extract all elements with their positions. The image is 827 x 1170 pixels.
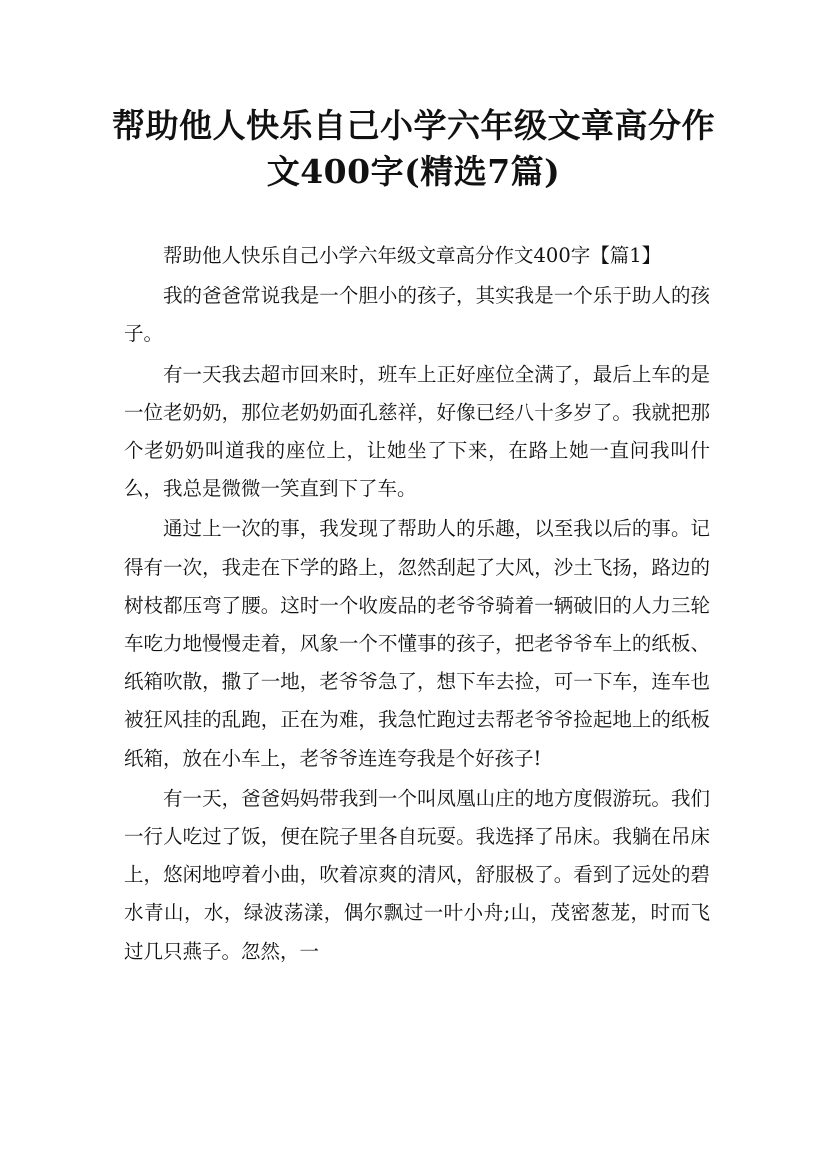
document-body: [124, 237, 710, 973]
body-paragraph: 我的爸爸常说我是一个胆小的孩子，其实我是一个乐于助人的孩子。: [124, 284, 710, 346]
title-line-2: 文400字(精选7篇): [266, 152, 561, 191]
body-paragraph: 有一天我去超市回来时，班车上正好座位全满了，最后上车的是一位老奶奶，那位老奶奶面孔慈祥，好像已经八十多岁了。我就把那个老奶奶叫道我的座位上，让她坐了下来，在路上她一直问我叫什么，我总是微微一笑直到下了车。: [124, 362, 710, 501]
title-line-1: 帮助他人快乐自己小学六年级文章高分作: [112, 106, 715, 145]
body-paragraph: 通过上一次的事，我发现了帮助人的乐趣，以至我以后的事。记得有一次，我走在下学的路上，忽然刮起了大风，沙土飞扬，路边的树枝都压弯了腰。这时一个收废品的老爷爷骑着一辆破旧的人力三轮车吃力地慢慢走着，风象一个不懂事的孩子，把老爷爷车上的纸板、纸箱吹散，撒了一地，老爷爷急了，想下车去捡，可一下车，连车也被狂风挂的乱跑，正在为难，我急忙跑过去帮老爷爷捡起地上的纸板纸箱，放在小车上，老爷爷连连夸我是个好孩子!: [124, 517, 710, 770]
document-title: [90, 103, 737, 195]
body-paragraph: 有一天，爸爸妈妈带我到一个叫凤凰山庄的地方度假游玩。我们一行人吃过了饭，便在院子里各自玩耍。我选择了吊床。我躺在吊床上，悠闲地哼着小曲，吹着凉爽的清风，舒服极了。看到了远处的碧水青山，水，绿波荡漾，偶尔飘过一叶小舟;山，茂密葱茏，时而飞过几只燕子。忽然，一: [124, 786, 710, 963]
section-heading: 帮助他人快乐自己小学六年级文章高分作文400字【篇1】: [163, 244, 662, 267]
